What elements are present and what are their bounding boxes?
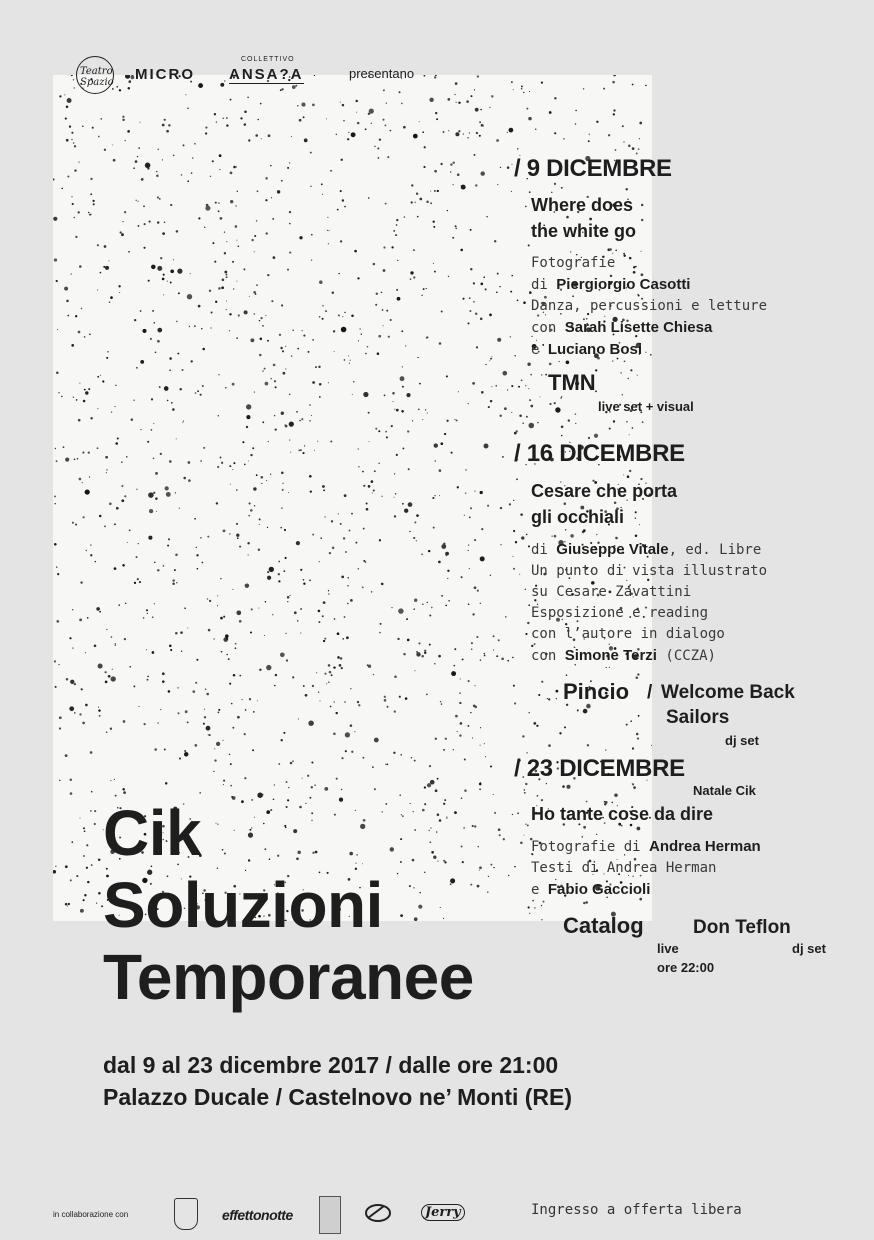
event2-act2-line2: Sailors: [666, 707, 730, 728]
credit-text: su Cesare Zavattini: [531, 584, 692, 600]
orbit-logo-icon: [364, 1202, 392, 1224]
event2-date: / 16 DICEMBRE: [514, 440, 685, 467]
credit-name: Fabio Gaccioli: [547, 881, 651, 898]
credit-text: di: [531, 277, 557, 293]
credit-text: Fotografie: [531, 255, 616, 271]
event3-act2: Don Teflon: [693, 917, 791, 938]
credit-text: e: [531, 882, 548, 898]
ansaza-logo: ANSA?A: [229, 66, 304, 83]
presentano-label: presentano: [349, 66, 415, 81]
credit-name: Simone Terzi: [564, 647, 657, 664]
credit-text: Testi di Andrea Herman: [531, 860, 717, 876]
event1-credits: [531, 253, 767, 361]
credit-name: Luciano Bosi: [547, 341, 643, 358]
collab-label: in collaborazione con: [53, 1210, 129, 1219]
entry-note: Ingresso a offerta libera: [531, 1202, 742, 1218]
main-title-line: Cik: [103, 797, 202, 869]
event1-act: TMN: [548, 370, 596, 395]
venue-line: Palazzo Ducale / Castelnovo ne’ Monti (RE): [103, 1084, 573, 1110]
ansaza-logo-small: COLLETTIVO: [241, 56, 295, 63]
event2-title: [531, 478, 677, 530]
credit-text: con: [531, 648, 565, 664]
municipal-crest-icon: [174, 1198, 198, 1230]
event1-title-line: the white go: [531, 221, 636, 241]
teatro-logo-text: Teatro Spazio: [80, 66, 114, 88]
credit-text: con l’autore in dialogo: [531, 626, 725, 642]
book-cover-icon: [319, 1196, 341, 1234]
event2-separator: /: [647, 682, 653, 703]
credit-name: Sarah Lisette Chiesa: [564, 319, 713, 336]
teatro-logo: [76, 56, 114, 94]
event3-subtitle: Natale Cik: [693, 783, 756, 798]
event2-title-line: Cesare che porta: [531, 481, 678, 501]
event1-date: / 9 DICEMBRE: [514, 155, 672, 182]
event2-credits: [531, 539, 767, 667]
event2-title-line: gli occhiali: [531, 507, 625, 527]
credit-name: Andrea Herman: [649, 838, 761, 855]
event-info: [103, 1049, 572, 1113]
event2-act-note: dj set: [725, 733, 759, 748]
event3-act1-note: live: [657, 941, 679, 956]
event1-title-line: Where does: [531, 195, 634, 215]
event3-date: / 23 DICEMBRE: [514, 755, 685, 782]
event3-act1-time: ore 22:00: [657, 960, 715, 975]
credit-text: Esposizione e reading: [531, 605, 709, 621]
effettonotte-logo: effettonotte: [222, 1207, 293, 1223]
main-title: [103, 797, 474, 1013]
event3-act1: Catalog: [563, 913, 644, 938]
credit-text: e: [531, 342, 548, 358]
event3-act2-note: dj set: [792, 941, 826, 956]
event1-title: [531, 192, 636, 244]
event1-act-note: live set + visual: [598, 399, 694, 414]
event2-act2: Welcome Back: [661, 682, 795, 703]
credit-text: Fotografie di: [531, 839, 650, 855]
event2-act1: Pincio: [563, 679, 630, 704]
credit-text: con: [531, 320, 565, 336]
jerry-logo: Jerry: [421, 1204, 465, 1221]
credit-text: (CCZA): [656, 648, 716, 664]
credit-text: , ed. Libre: [668, 542, 762, 558]
credit-name: Piergiorgio Casotti: [556, 276, 691, 293]
credit-text: di: [531, 542, 557, 558]
credit-text: Un punto di vista illustrato: [531, 563, 768, 579]
dates-line: dal 9 al 23 dicembre 2017 / dalle ore 21:00: [103, 1052, 559, 1078]
event3-title: Ho tante cose da dire: [531, 804, 714, 824]
event3-credits: [531, 836, 761, 901]
micro-logo: MICRO: [135, 66, 195, 83]
main-title-line: Temporanee: [103, 941, 474, 1013]
credit-text: Danza, percussioni e letture: [531, 298, 768, 314]
credit-name: Giuseppe Vitale: [556, 541, 669, 558]
main-title-line: Soluzioni: [103, 869, 383, 941]
